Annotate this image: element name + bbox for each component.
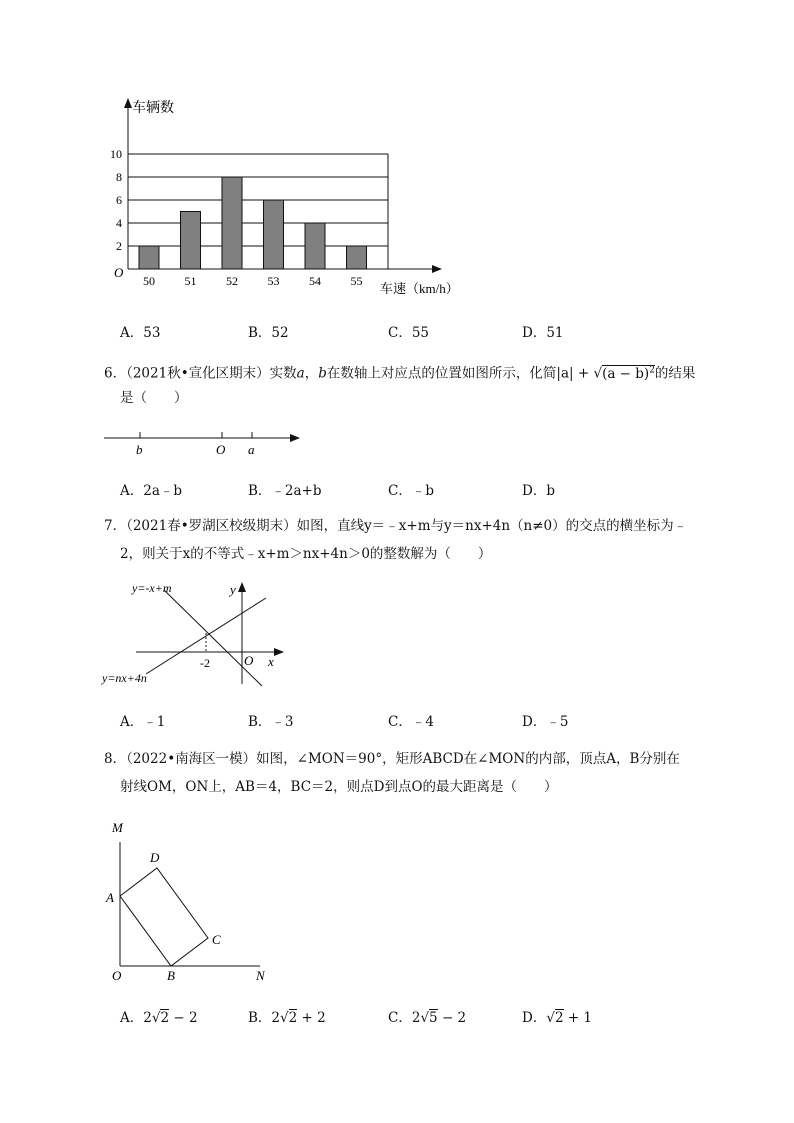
- x-tick-label-52: 52: [226, 274, 238, 288]
- x-tick-label-51: 51: [184, 274, 197, 288]
- q8-stem-line2: 射线OM，ON上，AB＝4，BC＝2，则点D到点O的最大距离是（ ）: [120, 779, 558, 795]
- label-x: x: [268, 654, 274, 669]
- x-tick-label-53: 53: [267, 274, 280, 288]
- q6-option-c[interactable]: C．﹣b: [388, 483, 434, 499]
- q8-option-a-tail: − 2: [173, 1010, 198, 1026]
- label-a: A: [106, 890, 114, 905]
- q8-option-b-tail: + 2: [301, 1010, 326, 1026]
- q8-option-a[interactable]: [120, 1006, 198, 1026]
- q6-formula: [556, 361, 655, 383]
- q6-formula-abs: |a|: [556, 365, 574, 382]
- x-tick-label-55: 55: [350, 274, 363, 288]
- q7-stem-line2: 2，则关于x的不等式﹣x+m＞nx+4n＞0的整数解为（ ）: [120, 546, 492, 562]
- label-y: y: [230, 582, 236, 597]
- q7-graph: [100, 576, 290, 692]
- y-tick-label-4: 4: [116, 216, 122, 230]
- y-tick-label-2: 2: [116, 239, 122, 253]
- q7-option-c[interactable]: C．﹣4: [388, 714, 434, 730]
- q8-option-d-tail: + 1: [567, 1010, 593, 1026]
- q7-option-d[interactable]: D．﹣5: [522, 714, 569, 730]
- q6-formula-rad: (a − b): [602, 365, 650, 382]
- number-line-label-o: O: [216, 442, 226, 457]
- q6-option-d[interactable]: D．b: [522, 483, 555, 499]
- q6-formula-exp: 2: [649, 365, 655, 375]
- q6-prefix: 6．（2021秋•宣化区期末）实数: [104, 365, 297, 382]
- x-axis-arrow-icon: [432, 265, 442, 273]
- q6-var-a: a: [296, 365, 305, 382]
- q5-option-d[interactable]: D．51: [522, 325, 564, 341]
- q6-option-b[interactable]: B．﹣2a+b: [248, 483, 322, 499]
- y-tick-label-10: 10: [110, 147, 122, 161]
- q8-option-b-label: B．: [248, 1010, 272, 1026]
- y-tick-label-8: 8: [116, 170, 122, 184]
- x-axis-title: 车速（km/h）: [380, 281, 459, 296]
- q8-option-d-label: D．: [522, 1010, 547, 1026]
- chart-labels: [110, 99, 459, 296]
- number-line-arrow-icon: [290, 434, 300, 442]
- q8-option-a-coef: 2: [143, 1010, 152, 1026]
- sqrt-icon: √: [546, 1010, 555, 1026]
- origin-label: O: [114, 265, 124, 280]
- x-tick-label-54: 54: [309, 274, 321, 288]
- q6-option-a[interactable]: A．2a﹣b: [120, 483, 183, 499]
- bar-52: [222, 177, 242, 269]
- y-tick-label-6: 6: [116, 193, 122, 207]
- label-neg2: -2: [200, 656, 210, 670]
- label-c: C: [212, 932, 221, 947]
- q8-option-b-coef: 2: [271, 1010, 281, 1026]
- sqrt-icon: √: [280, 1010, 289, 1026]
- x-tick-label-50: 50: [143, 274, 155, 288]
- bar-55: [347, 246, 367, 269]
- label-m: M: [112, 820, 123, 835]
- q6-var-b: b: [318, 365, 327, 382]
- q7-stem-line1: 7．（2021春•罗湖区校级期末）如图，直线y＝﹣x+m与y＝nx+4n（n≠0）的交点的横坐标为﹣: [104, 518, 688, 534]
- label-line1: y=-x+m: [132, 581, 172, 595]
- q6-radicand: [602, 365, 655, 382]
- q8-option-d-rad: 2: [554, 1010, 564, 1026]
- q8-option-a-rad: 2: [160, 1010, 170, 1026]
- number-line-label-a: a: [248, 442, 255, 457]
- q8-option-a-label: A．: [120, 1010, 144, 1026]
- q8-stem-line1: 8．（2022•南海区一模）如图，∠MON＝90°，矩形ABCD在∠MON的内部，顶点A，B分别在: [104, 751, 680, 767]
- label-b: B: [167, 968, 175, 983]
- sqrt-icon: √: [151, 1010, 161, 1026]
- q8-option-c-rad: 5: [429, 1010, 438, 1026]
- q6-suffix: 的结果: [654, 365, 696, 382]
- label-o: O: [112, 968, 122, 983]
- bar-54: [305, 223, 325, 269]
- bar-50: [139, 246, 159, 269]
- sqrt-icon: √: [420, 1010, 430, 1026]
- q8-option-c-label: C．: [388, 1010, 412, 1026]
- number-line: [100, 426, 310, 460]
- q7-option-a[interactable]: A．﹣1: [120, 714, 166, 730]
- bar-53: [264, 200, 284, 269]
- y-axis-arrow-icon: [238, 582, 246, 592]
- speed-bar-chart: [100, 92, 480, 302]
- x-axis-arrow-icon: [274, 648, 284, 656]
- q8-option-c-coef: 2: [411, 1010, 421, 1026]
- label-origin: O: [244, 653, 254, 668]
- q8-option-d[interactable]: [522, 1006, 592, 1026]
- q6-mid: 在数轴上对应点的位置如图所示，化简: [326, 365, 557, 382]
- label-d: D: [150, 850, 160, 865]
- q6-stem-line1: 6．（2021秋•宣化区期末）实数a，b在数轴上对应点的位置如图所示，化简$|a| + √(a - b)^2$的结果: [104, 361, 695, 383]
- q7-option-b[interactable]: B．﹣3: [248, 714, 294, 730]
- y-axis-title: 车辆数: [132, 101, 174, 116]
- rectangle-abcd: [120, 868, 208, 966]
- sqrt-icon: √: [593, 365, 603, 382]
- q5-option-c[interactable]: C．55: [388, 325, 430, 341]
- label-n: N: [256, 968, 265, 983]
- q8-option-c-tail: − 2: [441, 1010, 467, 1026]
- line-neg-x-plus-m: [164, 590, 262, 686]
- q5-option-a[interactable]: A．53: [120, 325, 161, 341]
- q8-option-c[interactable]: [388, 1006, 466, 1026]
- q8-option-b-rad: 2: [288, 1010, 298, 1026]
- y-axis-arrow-icon: [124, 98, 132, 108]
- q8-figure: [100, 814, 280, 986]
- label-line2: y=nx+4n: [102, 671, 147, 685]
- q8-option-b[interactable]: [248, 1006, 326, 1026]
- q6-stem-line2: 是（ ）: [120, 390, 188, 406]
- q6-formula-plus: +: [577, 365, 590, 382]
- number-line-label-b: b: [136, 442, 143, 457]
- q5-option-b[interactable]: B．52: [248, 325, 289, 341]
- bar-51: [181, 212, 201, 270]
